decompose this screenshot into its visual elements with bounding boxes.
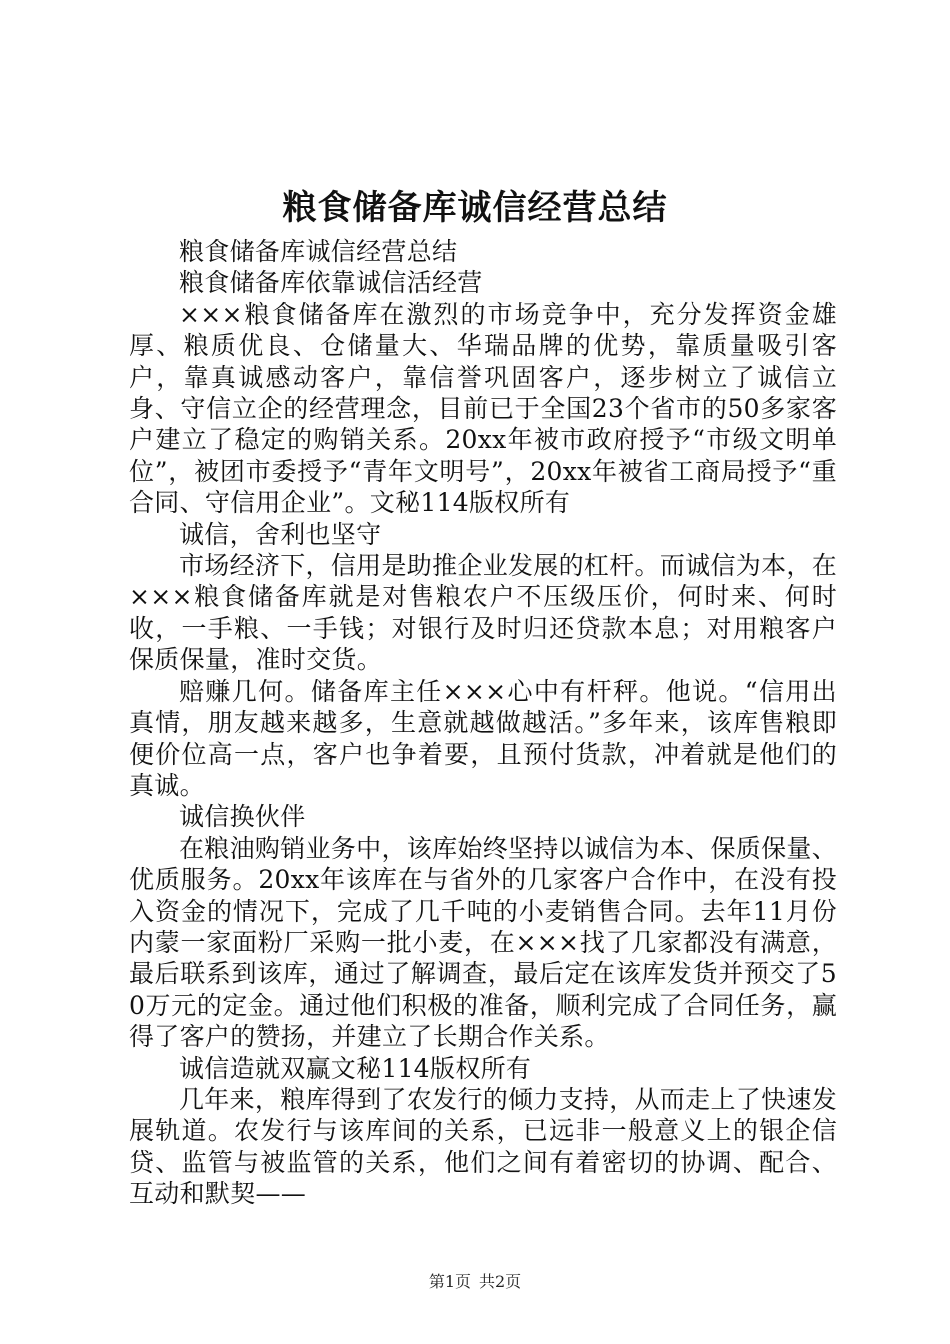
paragraph-heading: 粮食储备库依靠诚信活经营 [179,268,483,298]
page-total: 共2页 [479,1272,522,1291]
paragraph-subtitle: 粮食储备库诚信经营总结 [179,237,458,266]
page-footer [0,1272,950,1292]
section-heading-integrity: 诚信，舍利也坚守 [179,519,382,549]
document-body [129,236,837,1210]
paragraph-bank: 几年来，粮库得到了农发行的倾力支持，从而走上了快速发展轨道。农发行与该库间的关系，已远非一般意义上的银企信贷、监管与被监管的关系，他们之间有着密切的协调、配合、互动和默契—— [129,1084,837,1209]
document-title: 粮食储备库诚信经营总结 [282,188,668,228]
paragraph-director: 赔赚几何。储备库主任×××心中有杆秤。他说。“信用出真情，朋友越来越多，生意就越做越活。”多年来，该库售粮即便价位高一点，客户也争着要，且预付货款，冲着就是他们的真诚。 [129,676,837,800]
page-number: 第1页 [428,1272,471,1291]
section-heading-partners: 诚信换伙伴 [179,802,306,832]
paragraph-intro: ×××粮食储备库在激烈的市场竞争中，充分发挥资金雄厚、粮质优良、仓储量大、华瑞品牌的优势，靠质量吸引客户，靠真诚感动客户，靠信誉巩固客户，逐步树立了诚信立身、守信立企的经营理念，目前已于全国23个省市的50多家客户建立了稳定的购销关系。20xx年被市政府授予“市级文明单位”，被团市委授予“青年文明号”，20xx年被省工商局授予“重合同、守信用企业”。文秘114版权所有 [129,299,837,518]
paragraph-partners: 在粮油购销业务中，该库始终坚持以诚信为本、保质保量、优质服务。20xx年该库在与省外的几家客户合作中，在没有投入资金的情况下，完成了几千吨的小麦销售合同。去年11月份内蒙一家面粉厂采购一批小麦，在×××找了几家都没有满意，最后联系到该库，通过了解调查，最后定在该库发货并预交了50万元的定金。通过他们积极的准备，顺利完成了合同任务，赢得了客户的赞扬，并建立了长期合作关系。 [129,833,837,1052]
paragraph-market-economy: 市场经济下，信用是助推企业发展的杠杆。而诚信为本，在×××粮食储备库就是对售粮农户不压级压价，何时来、何时收，一手粮、一手钱；对银行及时归还贷款本息；对用粮客户保质保量，准时交货。 [129,551,837,675]
section-heading-win-win: 诚信造就双赢文秘114版权所有 [179,1053,532,1083]
